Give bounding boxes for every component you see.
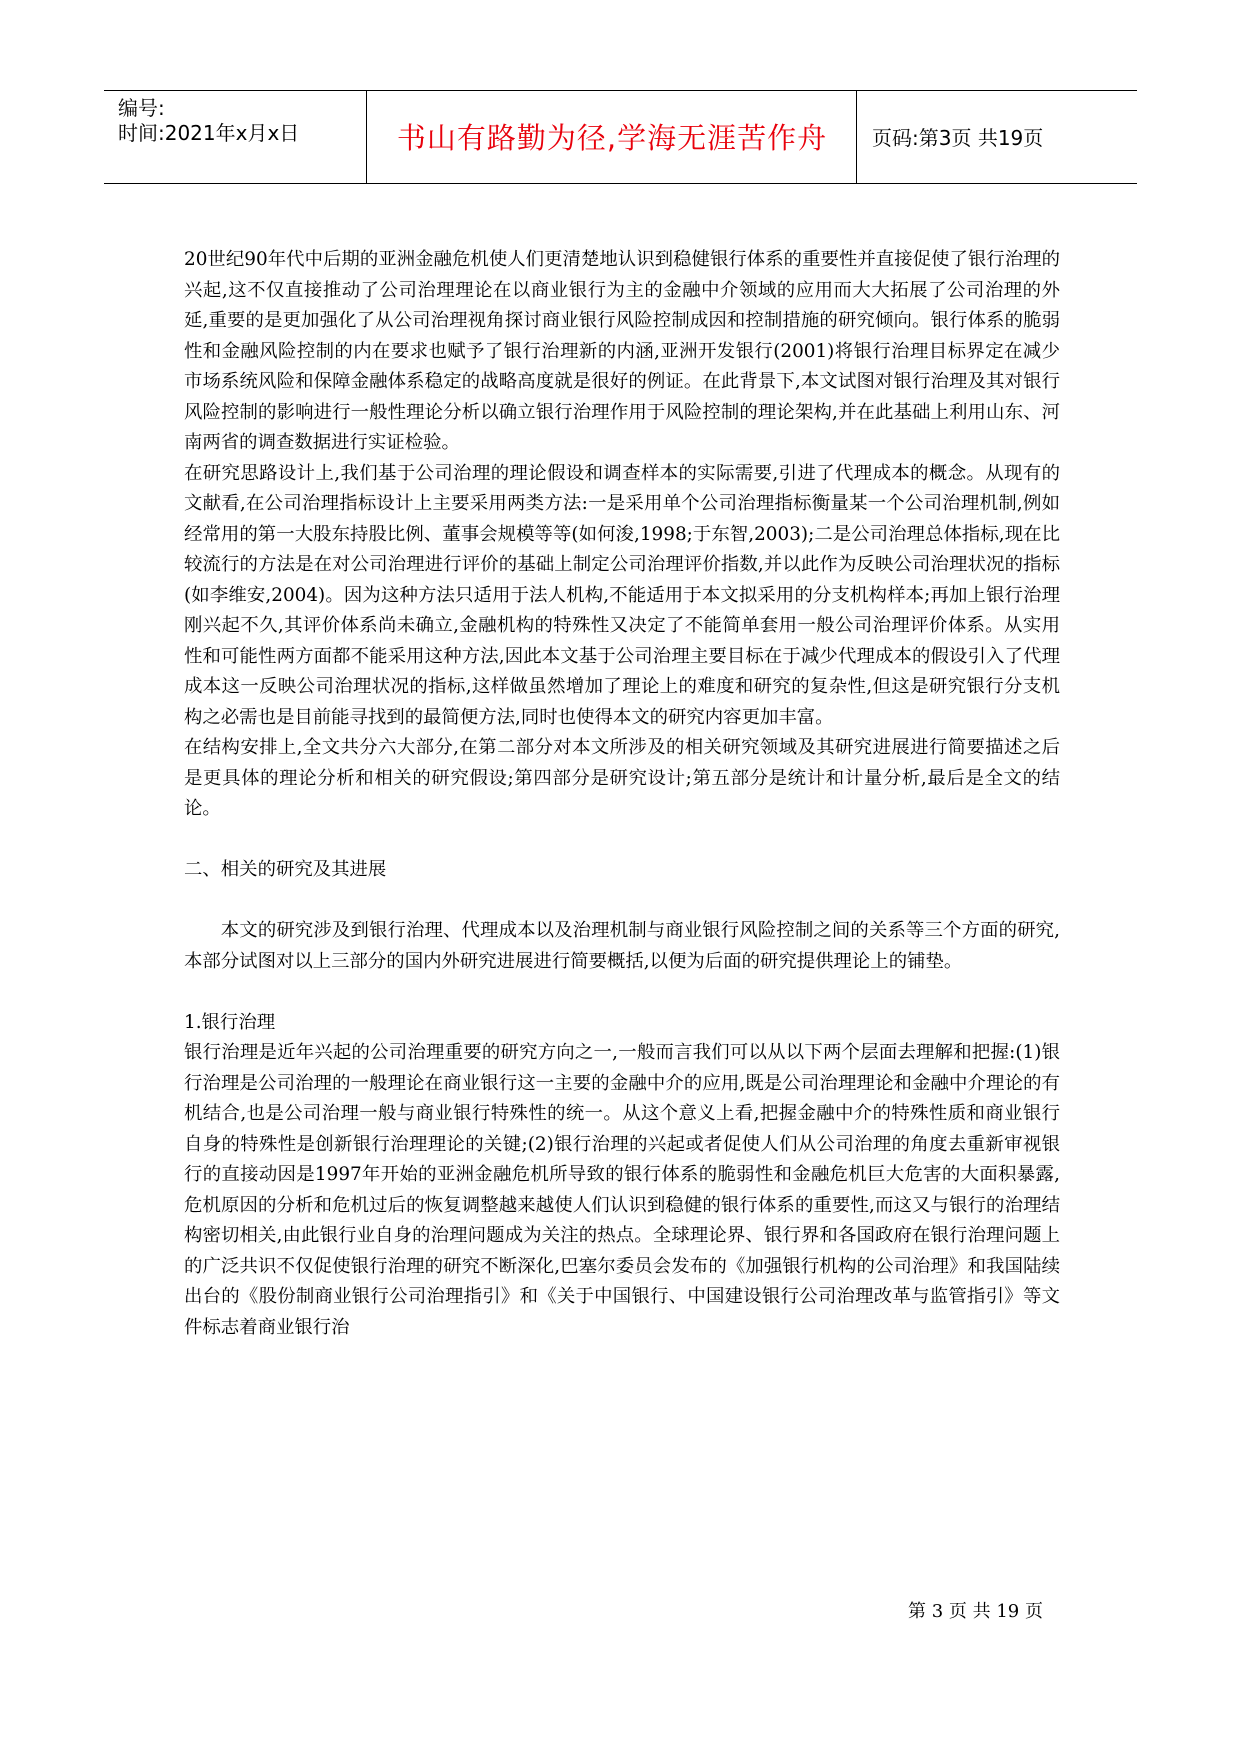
body-paragraph-4: 本文的研究涉及到银行治理、代理成本以及治理机制与商业银行风险控制之间的关系等三个方面的研究,本部分试图对以上三部分的国内外研究进展进行简要概括,以便为后面的研究提供理论上的铺垫。 xyxy=(184,920,1060,972)
spacer xyxy=(184,886,1060,917)
document-header xyxy=(104,90,1137,184)
document-time-label: 时间:2021年x月x日 xyxy=(118,121,300,145)
document-number-label: 编号: xyxy=(118,96,165,120)
spacer xyxy=(184,977,1060,1008)
header-right-cell xyxy=(858,91,1137,183)
header-page-code: 页码:第3页 共19页 xyxy=(872,126,1044,150)
subsection-heading-1: 1.银行治理 xyxy=(184,1011,276,1033)
header-left-cell xyxy=(104,91,367,183)
body-paragraph-5: 银行治理是近年兴起的公司治理重要的研究方向之一,一般而言我们可以从以下两个层面去理解和把握:(1)银行治理是公司治理的一般理论在商业银行这一主要的金融中介的应用,既是公司治理理论和金融中介理论的有机结合,也是公司治理一般与商业银行特殊性的统一。从这个意义上看,把握金融中介的特殊性质和商业银行自身的特殊性是创新银行治理理论的关键;(2)银行治理的兴起或者促使人们从公司治理的角度去重新审视银行的直接动因是1997年开始的亚洲金融危机所导致的银行体系的脆弱性和金融危机巨大危害的大面积暴露,危机原因的分析和危机过后的恢复调整越来越使人们认识到稳健的银行体系的重要性,而这又与银行的治理结构密切相关,由此银行业自身的治理问题成为关注的热点。全球理论界、银行界和各国政府在银行治理问题上的广泛共识不仅促使银行治理的研究不断深化,巴塞尔委员会发布的《加强银行机构的公司治理》和我国陆续出台的《股份制商业银行公司治理指引》和《关于中国银行、中国建设银行公司治理改革与监管指引》等文件标志着商业银行治 xyxy=(184,1042,1060,1338)
spacer xyxy=(184,825,1060,856)
body-paragraph-3: 在结构安排上,全文共分六大部分,在第二部分对本文所涉及的相关研究领域及其研究进展进行简要描述之后是更具体的理论分析和相关的研究假设;第四部分是研究设计;第五部分是统计和计量分析,最后是全文的结论。 xyxy=(184,737,1060,819)
body-paragraph-2: 在研究思路设计上,我们基于公司治理的理论假设和调查样本的实际需要,引进了代理成本的概念。从现有的文献看,在公司治理指标设计上主要采用两类方法:一是采用单个公司治理指标衡量某一个公司治理机制,例如经常用的第一大股东持股比例、董事会规模等等(如何浚,1998;于东智,2003);二是公司治理总体指标,现在比较流行的方法是在对公司治理进行评价的基础上制定公司治理评价指数,并以此作为反映公司治理状况的指标(如李维安,2004)。因为这种方法只适用于法人机构,不能适用于本文拟采用的分支机构样本;再加上银行治理刚兴起不久,其评价体系尚未确立,金融机构的特殊性又决定了不能简单套用一般公司治理评价体系。从实用性和可能性两方面都不能采用这种方法,因此本文基于公司治理主要目标在于减少代理成本的假设引入了代理成本这一反映公司治理状况的指标,这样做虽然增加了理论上的难度和研究的复杂性,但这是研究银行分支机构之必需也是目前能寻找到的最简便方法,同时也使得本文的研究内容更加丰富。 xyxy=(184,462,1060,728)
document-body xyxy=(184,245,1060,1343)
header-motto: 书山有路勤为径,学海无涯苦作舟 xyxy=(396,121,828,155)
body-paragraph-1: 20世纪90年代中后期的亚洲金融危机使人们更清楚地认识到稳健银行体系的重要性并直接促使了银行治理的兴起,这不仅直接推动了公司治理理论在以商业银行为主的金融中介领域的应用而大大拓展了公司治理的外延,重要的是更加强化了从公司治理视角探讨商业银行风险控制成因和控制措施的研究倾向。银行体系的脆弱性和金融风险控制的内在要求也赋予了银行治理新的内涵,亚洲开发银行(2001)将银行治理目标界定在减少市场系统风险和保障金融体系稳定的战略高度就是很好的例证。在此背景下,本文试图对银行治理及其对银行风险控制的影响进行一般性理论分析以确立银行治理作用于风险控制的理论架构,并在此基础上利用山东、河南两省的调查数据进行实证检验。 xyxy=(184,249,1060,453)
section-heading-2: 二、相关的研究及其进展 xyxy=(184,859,387,880)
page-footer-number: 第 3 页 共 19 页 xyxy=(908,1601,1043,1622)
header-middle-cell xyxy=(368,91,857,183)
